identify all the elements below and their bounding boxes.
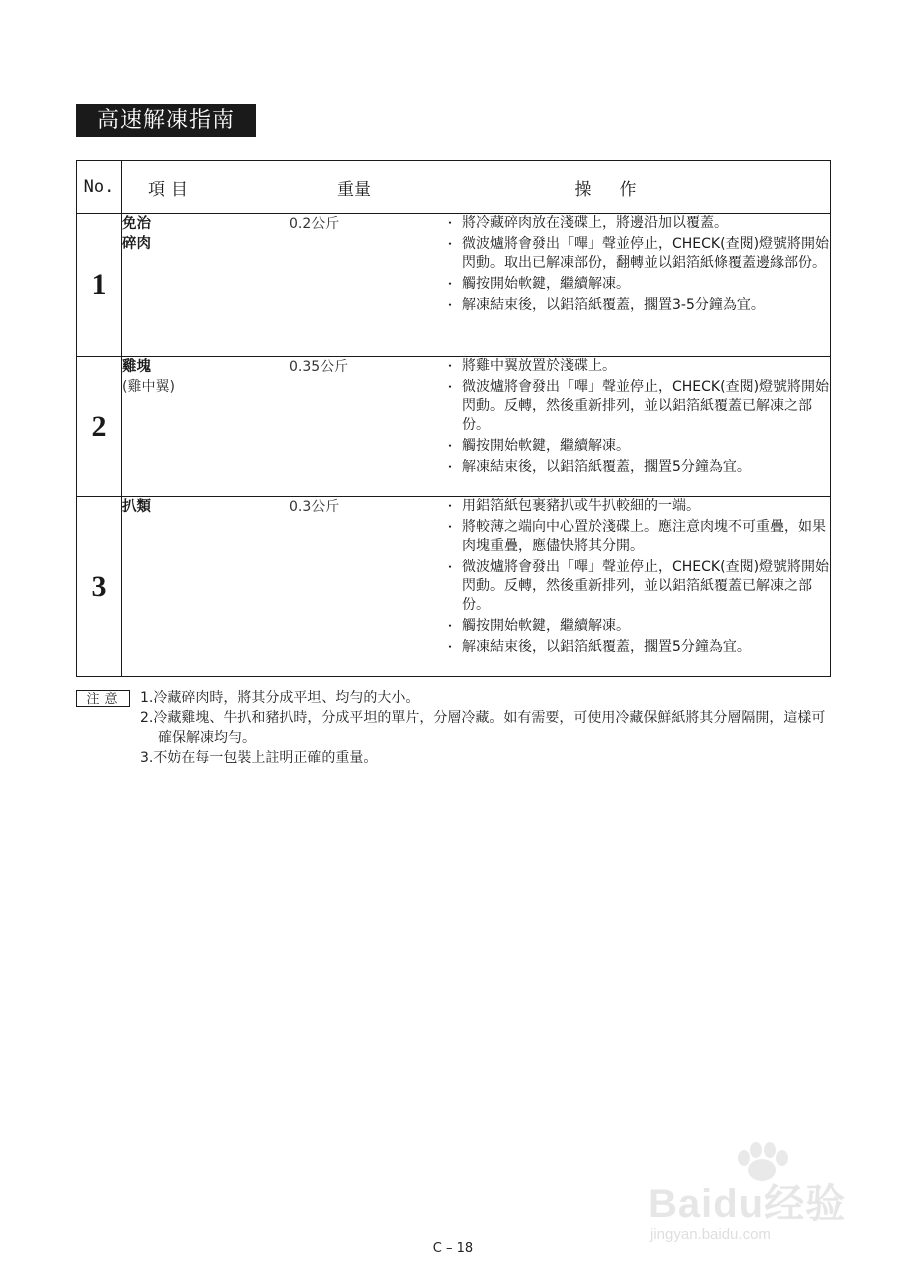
defrost-guide-table xyxy=(76,160,831,677)
row-operations xyxy=(448,214,831,357)
watermark-url: jingyan.baidu.com xyxy=(650,1226,771,1243)
item-name: 免治 xyxy=(122,216,151,232)
row-item xyxy=(122,214,290,357)
item-name: 雞塊 xyxy=(122,359,151,375)
operation-step: ・ 觸按開始軟鍵，繼續解凍。 xyxy=(448,617,830,636)
operation-step: ・ 微波爐將會發出「嗶」聲並停止，CHECK(查閱)燈號將開始閃動。反轉，然後重新排列，並以鋁箔紙覆蓋已解凍之部份。 xyxy=(448,378,830,435)
operation-step: ・ 觸按開始軟鍵，繼續解凍。 xyxy=(448,275,830,294)
row-operations xyxy=(448,357,831,497)
item-subname: 碎肉 xyxy=(122,236,151,252)
operation-step: ・ 解凍結束後，以鋁箔紙覆蓋，擱置3-5分鐘為宜。 xyxy=(448,296,830,315)
operation-step: ・ 將較薄之端向中心置於淺碟上。應注意肉塊不可重疊，如果肉塊重疊，應儘快將其分開。 xyxy=(448,518,830,556)
table-row xyxy=(77,214,831,357)
notes-section xyxy=(76,688,836,768)
row-weight: 0.35公斤 xyxy=(289,357,448,497)
row-weight: 0.3公斤 xyxy=(289,497,448,677)
item-subname: (雞中翼) xyxy=(122,379,175,395)
table-header-row xyxy=(77,161,831,214)
page-title: 高速解凍指南 xyxy=(76,104,256,137)
row-number: 1 xyxy=(77,214,122,357)
operation-step: ・ 微波爐將會發出「嗶」聲並停止，CHECK(查閱)燈號將開始閃動。反轉，然後重新排列，並以鋁箔紙覆蓋已解凍之部份。 xyxy=(448,558,830,615)
operation-step: ・ 觸按開始軟鍵，繼續解凍。 xyxy=(448,437,830,456)
note-item: 3.不妨在每一包裝上註明正確的重量。 xyxy=(140,750,378,766)
notes-label: 注意 xyxy=(76,690,130,707)
operation-step: ・ 將雞中翼放置於淺碟上。 xyxy=(448,357,830,376)
operation-step: ・ 用鋁箔紙包裹豬扒或牛扒較細的一端。 xyxy=(448,497,830,516)
operation-step: ・ 解凍結束後，以鋁箔紙覆蓋，擱置5分鐘為宜。 xyxy=(448,638,830,657)
header-weight: 重量 xyxy=(289,161,448,214)
table-row xyxy=(77,357,831,497)
row-number: 3 xyxy=(77,497,122,677)
header-operation: 操作 xyxy=(448,161,831,214)
note-item: 1.冷藏碎肉時，將其分成平坦、均勻的大小。 xyxy=(140,690,420,706)
table-row xyxy=(77,497,831,677)
row-number: 2 xyxy=(77,357,122,497)
item-name: 扒類 xyxy=(122,499,151,515)
page-number: C – 18 xyxy=(432,1241,474,1256)
row-item xyxy=(122,497,290,677)
operation-step: ・ 將冷藏碎肉放在淺碟上，將邊沿加以覆蓋。 xyxy=(448,214,830,233)
operation-step: ・ 微波爐將會發出「嗶」聲並停止，CHECK(查閱)燈號將開始閃動。取出已解凍部份，翻轉並以鋁箔紙條覆蓋邊緣部份。 xyxy=(448,235,830,273)
header-no: No. xyxy=(77,161,122,214)
row-operations xyxy=(448,497,831,677)
row-item xyxy=(122,357,290,497)
watermark-brand: Baidu经验 xyxy=(648,1182,847,1226)
header-item: 項目 xyxy=(122,161,290,214)
operation-step: ・ 解凍結束後，以鋁箔紙覆蓋，擱置5分鐘為宜。 xyxy=(448,458,830,477)
row-weight: 0.2公斤 xyxy=(289,214,448,357)
note-item: 2.冷藏雞塊、牛扒和豬扒時，分成平坦的單片，分層冷藏。如有需要，可使用冷藏保鮮紙將其分層隔開，這樣可確保解凍均勻。 xyxy=(140,710,826,746)
